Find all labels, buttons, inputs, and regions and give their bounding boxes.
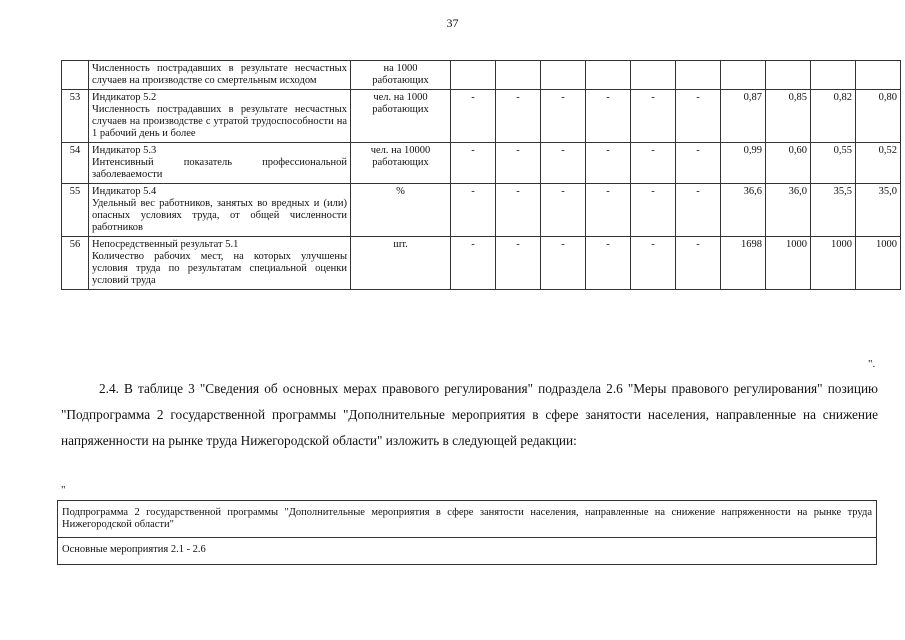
value-cell: - (586, 90, 631, 143)
value-cell: - (541, 184, 586, 237)
value-cell (676, 61, 721, 90)
regulation-activities-cell: Основные мероприятия 2.1 - 2.6 (58, 538, 877, 565)
value-cell: 35,0 (856, 184, 901, 237)
row-number: 53 (62, 90, 89, 143)
value-cell (451, 61, 496, 90)
value-cell: 0,82 (811, 90, 856, 143)
value-cell: - (631, 90, 676, 143)
value-cell: - (496, 237, 541, 290)
indicator-description (89, 143, 351, 184)
value-cell: - (631, 143, 676, 184)
unit-cell: шт. (351, 237, 451, 290)
value-cell: 35,5 (811, 184, 856, 237)
value-cell: - (541, 143, 586, 184)
description-line: Интенсивный показатель профессиональной заболеваемости (92, 157, 347, 180)
value-cell: - (496, 184, 541, 237)
indicator-row (62, 61, 901, 90)
value-cell: 0,60 (766, 143, 811, 184)
opening-quote: " (61, 484, 66, 496)
regulation-row (58, 501, 877, 538)
value-cell: - (586, 237, 631, 290)
value-cell: - (496, 90, 541, 143)
value-cell: 36,6 (721, 184, 766, 237)
description-line: Индикатор 5.4 (92, 186, 157, 197)
indicator-row (62, 184, 901, 237)
value-cell: - (631, 237, 676, 290)
description-line: Индикатор 5.3 (92, 145, 157, 156)
row-number: 56 (62, 237, 89, 290)
unit-cell: чел. на 10000 работающих (351, 143, 451, 184)
regulation-row (58, 538, 877, 565)
value-cell: 0,99 (721, 143, 766, 184)
value-cell (586, 61, 631, 90)
value-cell: - (586, 143, 631, 184)
unit-cell: % (351, 184, 451, 237)
indicator-description (89, 61, 351, 90)
description-line: Количество рабочих мест, на которых улучшены условия труда по результатам специальной оценки условий труда (92, 251, 347, 286)
indicator-description (89, 237, 351, 290)
value-cell: - (451, 184, 496, 237)
value-cell: 0,80 (856, 90, 901, 143)
indicator-row (62, 90, 901, 143)
description-line: Численность пострадавших в результате несчастных случаев на производстве с утратой трудоспособности на 1 рабочий день и более (92, 104, 347, 139)
unit-cell: чел. на 1000 работающих (351, 90, 451, 143)
value-cell (766, 61, 811, 90)
value-cell: 0,52 (856, 143, 901, 184)
page-number: 37 (446, 16, 459, 30)
value-cell: - (451, 90, 496, 143)
value-cell: - (496, 143, 541, 184)
value-cell: 0,87 (721, 90, 766, 143)
description-line: Численность пострадавших в результате несчастных случаев на производстве со смертельным исходом (92, 63, 347, 86)
value-cell: - (586, 184, 631, 237)
value-cell: - (451, 143, 496, 184)
indicator-description (89, 184, 351, 237)
value-cell: 0,85 (766, 90, 811, 143)
value-cell (541, 61, 586, 90)
regulation-subprogram-cell: Подпрограмма 2 государственной программы "Дополнительные мероприятия в сфере занятости населения, направленные на снижение напряженности на рынке труда Нижегородской области" (58, 501, 877, 538)
value-cell: 1698 (721, 237, 766, 290)
value-cell: - (676, 237, 721, 290)
indicator-description (89, 90, 351, 143)
description-line: Непосредственный результат 5.1 (92, 239, 239, 250)
value-cell (811, 61, 856, 90)
indicator-row (62, 143, 901, 184)
amendment-paragraph-text: 2.4. В таблице 3 "Сведения об основных мерах правового регулирования" подраздела 2.6 "Меры правового регулирования" позицию "Подпрограмма 2 государственной программы "Дополнительные мероприятия в сфере занятости населения, направленные на снижение напряженности на рынке труда Нижегородской области" изложить в следующей редакции: (61, 381, 878, 448)
value-cell: 36,0 (766, 184, 811, 237)
indicator-row (62, 237, 901, 290)
value-cell: - (541, 90, 586, 143)
value-cell: - (676, 90, 721, 143)
value-cell: 1000 (811, 237, 856, 290)
value-cell: 1000 (856, 237, 901, 290)
value-cell: - (451, 237, 496, 290)
value-cell: - (541, 237, 586, 290)
value-cell: - (631, 184, 676, 237)
description-line: Индикатор 5.2 (92, 92, 157, 103)
value-cell (496, 61, 541, 90)
value-cell (721, 61, 766, 90)
value-cell: - (676, 143, 721, 184)
value-cell: 0,55 (811, 143, 856, 184)
description-line: Удельный вес работников, занятых во вредных и (или) опасных условиях труда, от общей численности работников (92, 198, 347, 233)
value-cell (856, 61, 901, 90)
regulation-table (57, 500, 877, 565)
amendment-paragraph (61, 376, 878, 454)
row-number (62, 61, 89, 90)
value-cell: - (676, 184, 721, 237)
indicators-table (61, 60, 901, 290)
value-cell: 1000 (766, 237, 811, 290)
row-number: 54 (62, 143, 89, 184)
row-number: 55 (62, 184, 89, 237)
value-cell (631, 61, 676, 90)
unit-cell: на 1000 работающих (351, 61, 451, 90)
closing-quote: ". (868, 358, 876, 370)
